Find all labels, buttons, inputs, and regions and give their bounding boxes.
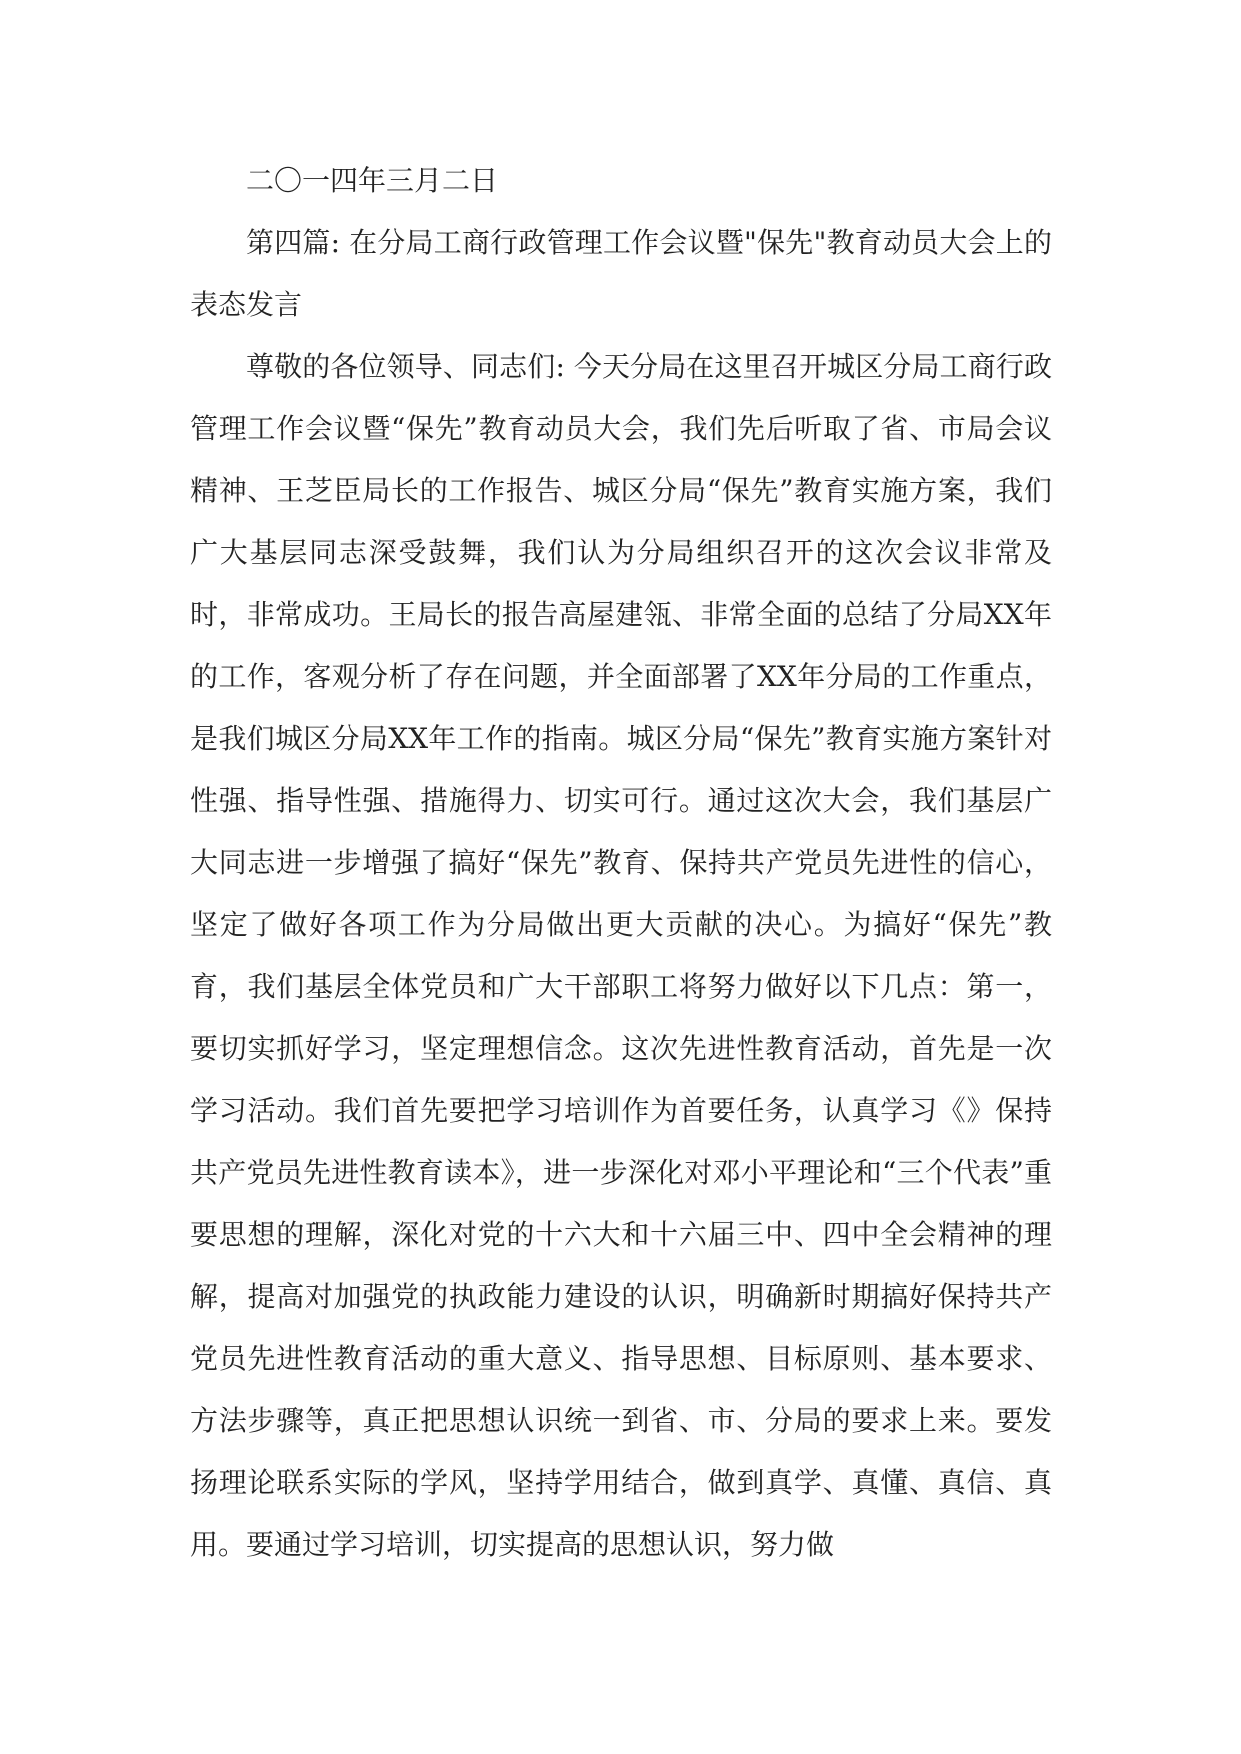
date-line: 二〇一四年三月二日 (246, 164, 499, 197)
body-paragraph: 尊敬的各位领导、同志们: 今天分局在这里召开城区分局工商行政管理工作会议暨“保先”教育动员大会，我们先后听取了省、市局会议精神、王芝臣局长的工作报告、城区分局“保先”教育实施方案，我们广大基层同志深受鼓舞，我们认为分局组织召开的这次会议非常及时，非常成功。王局长的报告高屋建瓴、非常全面的总结了分局XX年的工作，客观分析了存在问题，并全面部署了XX年分局的工作重点，是我们城区分局XX年工作的指南。城区分局“保先”教育实施方案针对性强、指导性强、措施得力、切实可行。通过这次大会，我们基层广大同志进一步增强了搞好“保先”教育、保持共产党员先进性的信心，坚定了做好各项工作为分局做出更大贡献的决心。为搞好“保先”教育，我们基层全体党员和广大干部职工将努力做好以下几点：第一，要切实抓好学习，坚定理想信念。这次先进性教育活动，首先是一次学习活动。我们首先要把学习培训作为首要任务，认真学习《》保持共产党员先进性教育读本》，进一步深化对邓小平理论和“三个代表”重要思想的理解，深化对党的十六大和十六届三中、四中全会精神的理解，提高对加强党的执政能力建设的认识，明确新时期搞好保持共产党员先进性教育活动的重大意义、指导思想、目标原则、基本要求、方法步骤等，真正把思想认识统一到省、市、分局的要求上来。要发扬理论联系实际的学风，坚持学用结合，做到真学、真懂、真信、真用。要通过学习培训，切实提高的思想认识，努力做 (190, 350, 1052, 1561)
document-content (190, 150, 1052, 1576)
section-heading: 第四篇: 在分局工商行政管理工作会议暨"保先"教育动员大会上的表态发言 (190, 226, 1052, 321)
